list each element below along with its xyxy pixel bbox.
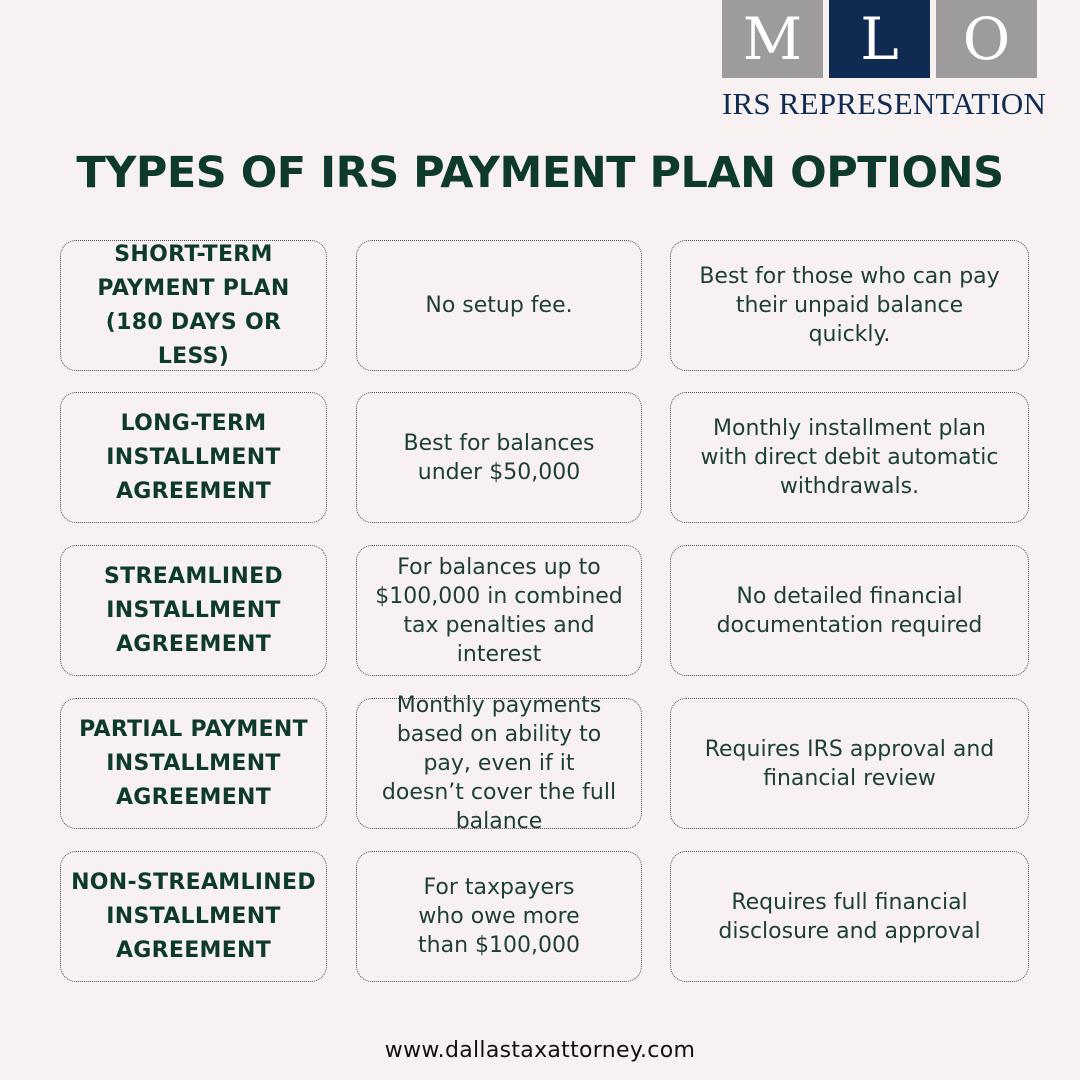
page-title: TYPES OF IRS PAYMENT PLAN OPTIONS: [76, 148, 1004, 198]
plan-note: Requires IRS approval and financial review: [704, 736, 995, 791]
plan-name: LONG-TERM INSTALLMENT AGREEMENT: [106, 410, 281, 504]
plan-detail-card: [356, 851, 642, 982]
plan-note-card: [670, 240, 1029, 371]
plan-name-card: [60, 392, 327, 523]
plan-name-card: [60, 240, 327, 371]
plan-detail: No setup fee.: [425, 293, 573, 318]
logo-letter-l: L: [829, 0, 930, 78]
plan-name: STREAMLINED INSTALLMENT AGREEMENT: [104, 563, 283, 657]
plan-detail-card: [356, 240, 642, 371]
logo-subtitle: IRS REPRESENTATION: [722, 86, 1047, 121]
plan-detail: Best for balances under $50,000: [403, 430, 595, 485]
plan-name: PARTIAL PAYMENT INSTALLMENT AGREEMENT: [79, 716, 308, 810]
plan-detail-card: [356, 392, 642, 523]
website-link[interactable]: www.dallastaxattorney.com: [384, 1038, 696, 1063]
plan-name-card: [60, 545, 327, 676]
plan-detail: Monthly payments based on ability to pay, even if it doesn’t cover the full balance: [381, 693, 617, 834]
logo-letter-m: M: [722, 0, 823, 78]
logo-letter-boxes: [722, 0, 1037, 78]
brand-logo: [722, 0, 1047, 125]
plan-name-card: [60, 851, 327, 982]
plan-note: No detailed financial documentation required: [716, 583, 983, 638]
plan-detail: For balances up to $100,000 in combined tax penalties and interest: [375, 554, 623, 667]
plan-note-card: [670, 392, 1029, 523]
plan-name: SHORT-TERM PAYMENT PLAN (180 DAYS OR LESS): [97, 241, 290, 369]
plan-detail: For taxpayers who owe more than $100,000: [418, 875, 580, 958]
plan-name: NON-STREAMLINED INSTALLMENT AGREEMENT: [71, 869, 316, 963]
logo-letter-o: O: [936, 0, 1037, 78]
plan-note-card: [670, 851, 1029, 982]
plan-note: Monthly installment plan with direct debit automatic withdrawals.: [700, 416, 999, 499]
plan-name-card: [60, 698, 327, 829]
plan-detail-card: [356, 693, 642, 834]
plan-note-card: [670, 698, 1029, 829]
plan-detail-card: [356, 545, 642, 676]
plan-note: Requires full financial disclosure and approval: [718, 889, 981, 944]
plan-note: Best for those who can pay their unpaid balance quickly.: [699, 264, 1000, 347]
plan-note-card: [670, 545, 1029, 676]
